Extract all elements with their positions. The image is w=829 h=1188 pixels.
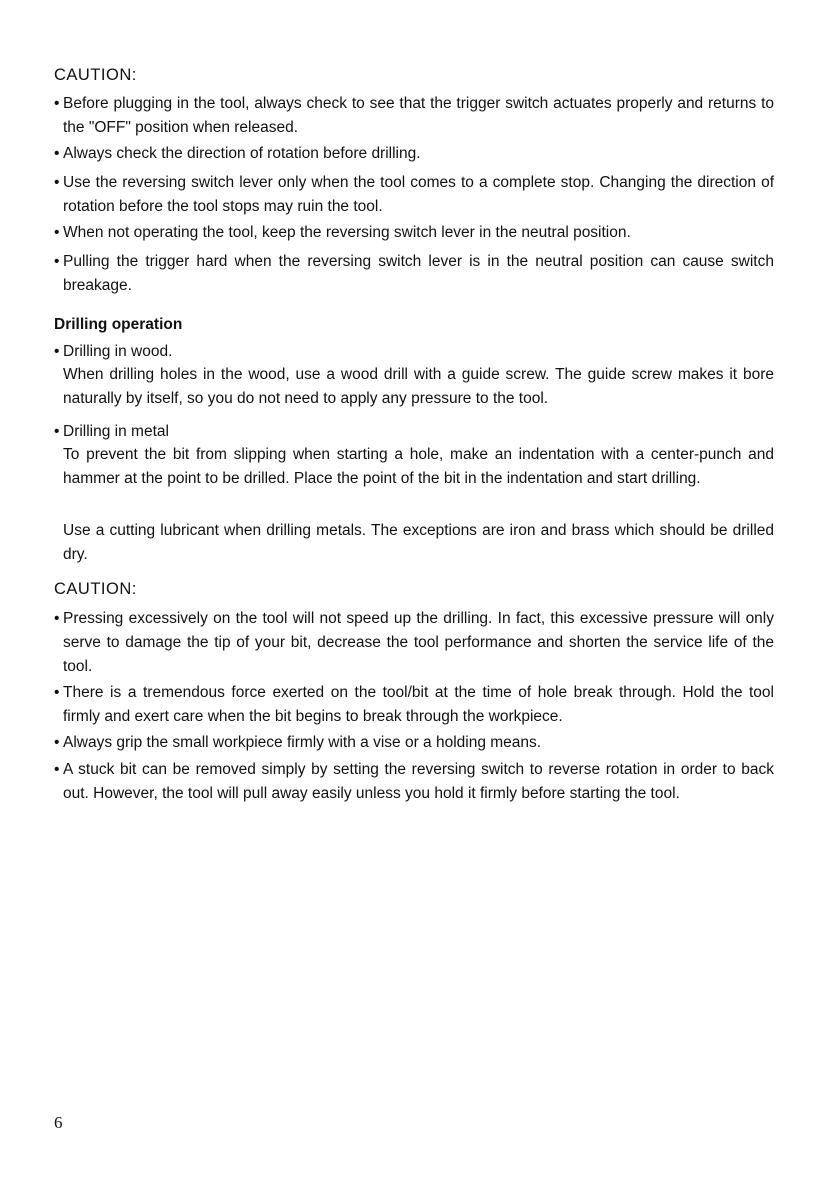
bullet-icon: •: [54, 174, 60, 191]
bullet-icon: •: [54, 224, 60, 241]
drilling-wood-item: [54, 340, 774, 364]
caution2-item-1-text: Pressing excessively on the tool will not speed up the drilling. In fact, this excessive pressure will only serve to damage the tip of your bit, decrease the tool performance and shorten the service life of the tool.: [63, 610, 774, 675]
bullet-icon: •: [54, 423, 60, 440]
drilling-metal-item: [54, 420, 774, 444]
caution2-item-3-text: Always grip the small workpiece firmly with a vise or a holding means.: [63, 734, 542, 751]
caution1-item-1-text: Before plugging in the tool, always check to see that the trigger switch actuates properly and returns to the "OFF" position when released.: [63, 95, 774, 136]
caution2-item-3: [54, 731, 774, 755]
bullet-icon: •: [54, 734, 60, 751]
caution2-item-2-text: There is a tremendous force exerted on the tool/bit at the time of hole break through. Hold the tool firmly and exert care when the bit begins to break through the workpiece.: [63, 684, 774, 725]
bullet-icon: •: [54, 95, 60, 112]
caution1-item-3: [54, 171, 774, 219]
caution2-item-4: [54, 758, 774, 806]
caution1-item-5: [54, 250, 774, 298]
caution1-item-4-text: When not operating the tool, keep the reversing switch lever in the neutral position.: [63, 224, 631, 241]
bullet-icon: •: [54, 253, 60, 270]
caution1-item-5-text: Pulling the trigger hard when the reversing switch lever is in the neutral position can cause switch breakage.: [63, 253, 774, 294]
drilling-metal-text: To prevent the bit from slipping when starting a hole, make an indentation with a center-punch and hammer at the point to be drilled. Place the point of the bit in the indentation and start drilling.: [63, 446, 774, 487]
bullet-icon: •: [54, 145, 60, 162]
caution1-item-4: [54, 221, 774, 245]
caution1-item-3-text: Use the reversing switch lever only when the tool comes to a complete stop. Changing the direction of rotation before the tool stops may ruin the tool.: [63, 174, 774, 215]
lubricant-text: Use a cutting lubricant when drilling metals. The exceptions are iron and brass which should be drilled dry.: [63, 522, 774, 563]
bullet-icon: •: [54, 343, 60, 360]
caution1-item-1: [54, 92, 774, 140]
caution1-item-2: [54, 142, 774, 166]
bullet-icon: •: [54, 684, 60, 701]
page-number: 6: [54, 1113, 63, 1132]
bullet-icon: •: [54, 610, 60, 627]
caution2-item-1: [54, 607, 774, 679]
caution1-item-2-text: Always check the direction of rotation before drilling.: [63, 145, 421, 162]
bullet-icon: •: [54, 761, 60, 778]
drilling-wood-label: Drilling in wood.: [63, 343, 173, 360]
drilling-operation-heading: Drilling operation: [54, 316, 183, 333]
drilling-metal-label: Drilling in metal: [63, 423, 169, 440]
caution-heading-2: CAUTION:: [54, 580, 137, 598]
drilling-wood-text: When drilling holes in the wood, use a wood drill with a guide screw. The guide screw makes it bore naturally by itself, so you do not need to apply any pressure to the tool.: [63, 366, 774, 407]
caution2-item-4-text: A stuck bit can be removed simply by setting the reversing switch to reverse rotation in order to back out. However, the tool will pull away easily unless you hold it firmly before starting the tool.: [63, 761, 774, 802]
caution-heading-1: CAUTION:: [54, 66, 137, 84]
caution2-item-2: [54, 681, 774, 729]
